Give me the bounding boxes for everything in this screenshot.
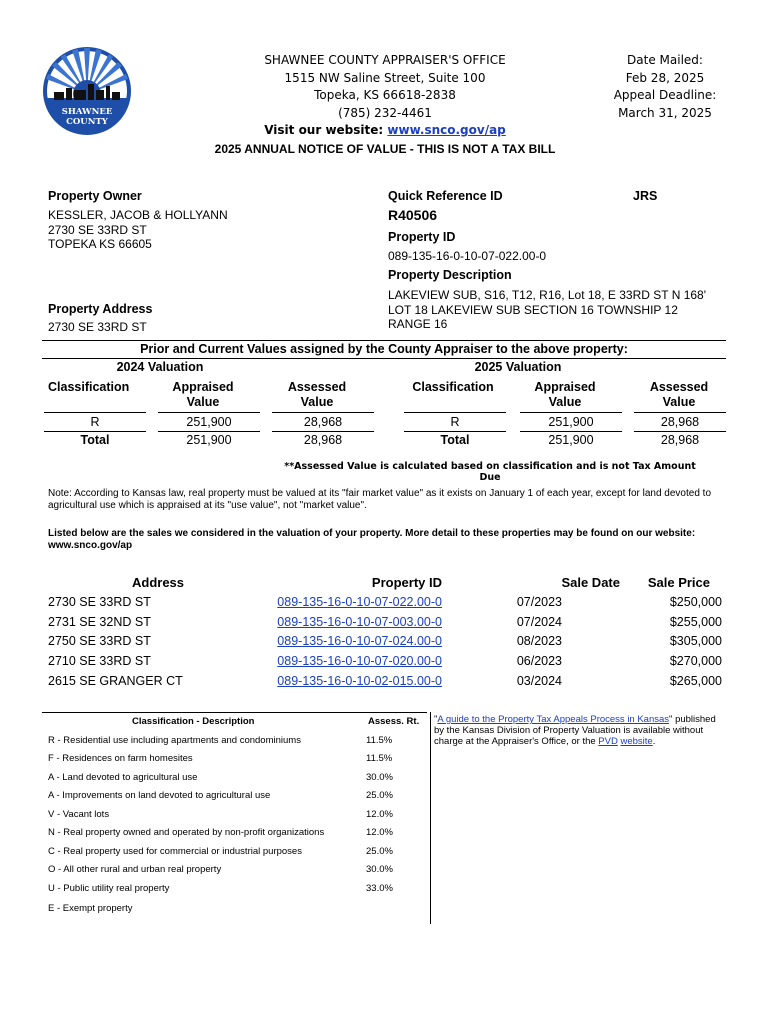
classification-description: N - Real property owned and operated by non-profit organizations — [48, 827, 325, 838]
prior-assessed: 28,968 — [303, 415, 343, 429]
sale-row-5 — [272, 674, 442, 688]
classification-rate: 12.0% — [366, 809, 393, 820]
current-col-assessed: Assessed Value — [649, 380, 709, 409]
classification-description: U - Public utility real property — [48, 883, 170, 894]
sale-price: $265,000 — [669, 673, 722, 688]
sale-property-id-link[interactable]: 089-135-16-0-10-07-022.00-0 — [277, 595, 442, 609]
current-total-assessed: 28,968 — [660, 433, 700, 447]
owner-street: 2730 SE 33RD ST — [48, 222, 147, 237]
classification-col-rate: Assess. Rt. — [368, 716, 420, 727]
pvd-website-link[interactable]: website — [620, 736, 653, 747]
office-name: SHAWNEE COUNTY APPRAISER'S OFFICE — [264, 53, 506, 67]
classification-rate: 30.0% — [366, 864, 393, 875]
appraiser-initials: JRS — [633, 189, 658, 203]
sale-date: 06/2023 — [516, 654, 562, 669]
valuation-table — [42, 340, 726, 359]
owner-name: KESSLER, JACOB & HOLLYANN — [48, 208, 228, 222]
property-id: 089-135-16-0-10-07-022.00-0 — [388, 249, 547, 263]
sale-price: $250,000 — [669, 595, 722, 609]
classification-rate: 25.0% — [366, 846, 393, 857]
sale-address: 2710 SE 33RD ST — [48, 654, 151, 669]
property-owner-label: Property Owner — [48, 189, 142, 203]
property-address-label: Property Address — [48, 302, 153, 316]
classification-col-description: Classification - Description — [132, 716, 255, 727]
county-logo — [42, 46, 132, 136]
appeals-guide-text: published by the Kansas Division of Property Valuation is available without charge at the Appraiser's Office, or the — [434, 714, 716, 747]
sales-intro-line2: www.snco.gov/ap — [48, 540, 133, 551]
valuation-heading: Prior and Current Values assigned by the County Appraiser to the above property: — [42, 340, 726, 359]
prior-total-label: Total — [80, 433, 110, 447]
prior-col-appraised: Appraised Value — [172, 380, 234, 409]
owner-city: TOPEKA KS 66605 — [48, 237, 152, 251]
classification-rate: 11.5% — [366, 735, 393, 746]
classification-description: R - Residential use including apartments and condominiums — [48, 735, 301, 746]
address-line1: 1515 NW Saline Street, Suite 100 — [284, 70, 486, 85]
sale-row-4 — [272, 654, 442, 668]
sales-col-property-id: Property ID — [371, 575, 442, 590]
address-line2: Topeka, KS 66618-2838 — [314, 88, 456, 102]
date-mailed-label: Date Mailed: — [627, 53, 703, 67]
current-class: R — [450, 415, 460, 429]
prior-col-assessed: Assessed Value — [287, 380, 347, 409]
description-line2: LOT 18 LAKEVIEW SUB SECTION 16 TOWNSHIP 12 — [388, 302, 678, 317]
logo-text-bottom: COUNTY — [66, 117, 108, 127]
classification-description: C - Real property used for commercial or industrial purposes — [48, 846, 302, 857]
property-description-label: Property Description — [388, 268, 512, 282]
classification-description: F - Residences on farm homesites — [48, 753, 193, 764]
prior-appraised: 251,900 — [186, 415, 232, 429]
website-link[interactable]: www.snco.gov/ap — [387, 123, 506, 137]
sale-row-2 — [272, 615, 442, 629]
appeal-deadline-label: Appeal Deadline: — [613, 88, 717, 102]
sales-col-address: Address — [131, 575, 185, 590]
sale-property-id-link[interactable]: 089-135-16-0-10-07-003.00-0 — [277, 614, 442, 629]
kansas-law-note: Note: According to Kansas law, real property must be valued at its "fair market value" as it exists on January 1 of each year, except for land devoted to agricultural use which is appraised at its "use value", not "market value". — [48, 488, 712, 511]
sale-date: 07/2024 — [516, 614, 562, 629]
sale-row-1 — [272, 595, 442, 609]
assessed-value-footnote: **Assessed Value is calculated based on classification and is not Tax Amount Due — [284, 461, 696, 483]
sale-price: $255,000 — [669, 614, 722, 629]
office-phone: (785) 232-4461 — [338, 105, 432, 120]
property-address: 2730 SE 33RD ST — [48, 320, 147, 334]
description-line3: RANGE 16 — [388, 317, 448, 331]
appeal-deadline: March 31, 2025 — [618, 105, 712, 120]
property-description — [388, 288, 733, 332]
logo-text-top: SHAWNEE — [61, 107, 113, 117]
date-mailed: Feb 28, 2025 — [625, 70, 705, 85]
sale-date: 07/2023 — [516, 595, 562, 609]
description-line1: LAKEVIEW SUB, S16, T12, R16, Lot 18, E 33RD ST N 168' — [388, 288, 707, 302]
sale-price: $270,000 — [669, 654, 722, 669]
sale-property-id-link[interactable]: 089-135-16-0-10-02-015.00-0 — [277, 673, 442, 688]
dates-block — [600, 52, 730, 122]
current-total-label: Total — [440, 433, 470, 447]
appeals-guide-note: "A guide to the Property Tax Appeals Process in Kansas" published by the Kansas Division of Property Valuation is available without charge at the Appraiser's Office, or the PVD website. — [430, 712, 724, 924]
sales-intro-line1: Listed below are the sales we considered in the valuation of your property. More detail to these properties may be found on our website: — [48, 528, 696, 539]
current-assessed: 28,968 — [660, 415, 700, 429]
classification-description: V - Vacant lots — [48, 809, 110, 820]
sale-property-id-link[interactable]: 089-135-16-0-10-07-020.00-0 — [277, 654, 442, 669]
pvd-link[interactable]: PVD — [598, 736, 618, 747]
classification-rate: 30.0% — [366, 772, 393, 783]
appeals-guide-link[interactable]: A guide to the Property Tax Appeals Process in Kansas — [437, 714, 670, 725]
prior-year-label: 2024 Valuation — [116, 360, 204, 374]
sales-intro — [48, 528, 728, 552]
classification-rate: 25.0% — [366, 790, 393, 801]
sale-address: 2615 SE GRANGER CT — [48, 673, 183, 688]
website-line — [240, 122, 530, 140]
classification-description: A - Land devoted to agricultural use — [48, 772, 198, 783]
sale-date: 03/2024 — [516, 673, 562, 688]
sale-price: $305,000 — [669, 634, 722, 649]
prior-class: R — [90, 415, 100, 429]
current-col-appraised: Appraised Value — [534, 380, 596, 409]
current-col-classification: Classification — [412, 380, 494, 394]
current-total-appraised: 251,900 — [548, 433, 594, 447]
office-address-block — [240, 52, 530, 140]
prior-total-appraised: 251,900 — [186, 433, 232, 447]
quick-reference-id: R40506 — [388, 207, 438, 223]
sale-date: 08/2023 — [516, 634, 562, 649]
sale-address: 2750 SE 33RD ST — [48, 634, 151, 649]
classification-table — [42, 712, 427, 923]
classification-rate: 11.5% — [366, 753, 393, 764]
website-label: Visit our website: — [264, 123, 384, 137]
sale-property-id-link[interactable]: 089-135-16-0-10-07-024.00-0 — [277, 634, 442, 649]
county-seal-icon — [42, 46, 132, 136]
notice-title: 2025 ANNUAL NOTICE OF VALUE - THIS IS NOT A TAX BILL — [214, 142, 556, 156]
sale-address: 2731 SE 32ND ST — [48, 614, 151, 629]
current-year-label: 2025 Valuation — [474, 360, 562, 374]
current-appraised: 251,900 — [548, 415, 594, 429]
owner-block — [48, 208, 228, 252]
sales-col-sale-price: Sale Price — [647, 575, 710, 590]
prior-total-assessed: 28,968 — [303, 433, 343, 447]
classification-description: E - Exempt property — [48, 903, 133, 914]
prior-col-classification: Classification — [48, 380, 130, 394]
classification-description: O - All other rural and urban real property — [48, 864, 222, 875]
sale-row-3 — [272, 634, 442, 648]
classification-rate: 12.0% — [366, 827, 393, 838]
classification-rate: 33.0% — [366, 883, 393, 894]
property-id-label: Property ID — [388, 230, 456, 244]
quick-reference-label: Quick Reference ID — [388, 189, 503, 203]
classification-description: A - Improvements on land devoted to agricultural use — [48, 790, 271, 801]
sale-address: 2730 SE 33RD ST — [48, 595, 151, 609]
sales-col-sale-date: Sale Date — [561, 575, 620, 590]
